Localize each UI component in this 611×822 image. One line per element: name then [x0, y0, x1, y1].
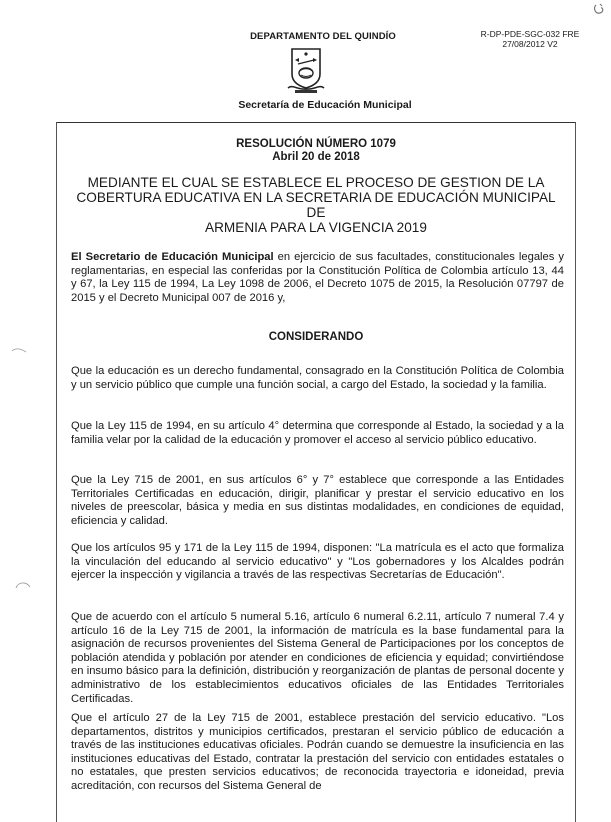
resolution-subject: [66, 175, 566, 235]
secretariat-name: Secretaría de Educación Municipal: [238, 99, 412, 111]
resolution-date: Abril 20 de 2018: [272, 151, 360, 163]
resolution-subject-line: ARMENIA PARA LA VIGENCIA 2019: [205, 220, 427, 235]
coat-of-arms-icon: [285, 46, 327, 96]
resolution-subject-line: MEDIANTE EL CUAL SE ESTABLECE EL PROCESO DE GESTION DE LA: [87, 175, 545, 190]
resolution-subject-line: COBERTURA EDUCATIVA EN LA SECRETARIA DE EDUCACIÓN MUNICIPAL DE: [76, 190, 556, 220]
consideration-paragraph: Que el artículo 27 de la Ley 715 de 2001, establece prestación del servicio educativo. "Los departamentos, distritos y municipios certificados, prestaran el servicio público de educación a través de las instituciones educativas oficiales. Podrán cuando se demuestre la insuficiencia en las instituciones educativas del Estado, contratar la prestación del servicio con entidades estatales o no estatales, que presten servicios educativos; de reconocida trayectoria e idoneidad, previa acreditación, con recursos del Sistema General de: [71, 712, 564, 792]
consideration-paragraph: Que la Ley 715 de 2001, en sus artículos 6° y 7° establece que corresponde a las Entidades Territoriales Certificadas en educación, dirigir, planificar y prestar el servicio educativo en los niveles de preescolar, básica y media en sus distintas modalidades, en condiciones de equidad, eficiencia y calidad.: [71, 474, 564, 527]
consideration-paragraph: Que la educación es un derecho fundamental, consagrado en la Constitución Política de Colombia y un servicio público que cumple una función social, a cargo del Estado, la sociedad y la familia.: [71, 365, 564, 391]
handwritten-mark-icon: [592, 2, 606, 16]
department-name: DEPARTAMENTO DEL QUINDÍO: [250, 31, 396, 42]
document-code: [470, 29, 590, 49]
preamble-text: en ejercicio de sus facultades, constitucionales legales y reglamentarias, en especial las conferidas por la Constitución Política de Colombia artículo 13, 44 y 67, la Ley 115 de 1994, La Ley 1098 de 2006, el Decreto 1075 de 2015, la Resolución 07797 de 2015 y el Decreto Municipal 007 de 2016 y,: [71, 251, 564, 304]
consideration-paragraph: Que de acuerdo con el artículo 5 numeral 5.16, artículo 6 numeral 6.2.11, artículo 7 numeral 7.4 y artículo 16 de la Ley 715 de 2001, la información de matrícula es la base fundamental para la asignación de recursos provenientes del Sistema General de Participaciones por los conceptos de población atendida y población por atender en condiciones de eficiencia y equidad; convirtiéndose en insumo básico para la definición, distribución y reorganización de plantas de personal docente y administrativo de los establecimientos educativos oficiales de las Entidades Territoriales Certificadas.: [71, 611, 564, 705]
margin-scribble-icon: [10, 345, 28, 355]
preamble-paragraph: [71, 251, 564, 305]
consideration-paragraph: Que la Ley 115 de 1994, en su artículo 4° determina que corresponde al Estado, la sociedad y a la familia velar por la calidad de la educación y promover el acceso al servicio público educativo.: [71, 420, 564, 446]
considerando-heading: CONSIDERANDO: [268, 331, 364, 343]
resolution-header: [56, 138, 576, 164]
document-code-version: 27/08/2012 V2: [502, 39, 558, 49]
resolution-number: RESOLUCIÓN NÚMERO 1079: [236, 138, 396, 150]
margin-arc-icon: [14, 580, 32, 590]
consideration-paragraph: Que los artículos 95 y 171 de la Ley 115 de 1994, disponen: "La matrícula es el acto que formaliza la vinculación del educando al servicio educativo" y "Los gobernadores y los Alcaldes podrán ejercer la inspección y vigilancia a través de las respectivas Secretarías de Educación".: [71, 542, 564, 582]
document-code-id: R-DP-PDE-SGC-032 FRE: [480, 29, 580, 39]
preamble-bold-lead: El Secretario de Educación Municipal: [71, 251, 274, 263]
